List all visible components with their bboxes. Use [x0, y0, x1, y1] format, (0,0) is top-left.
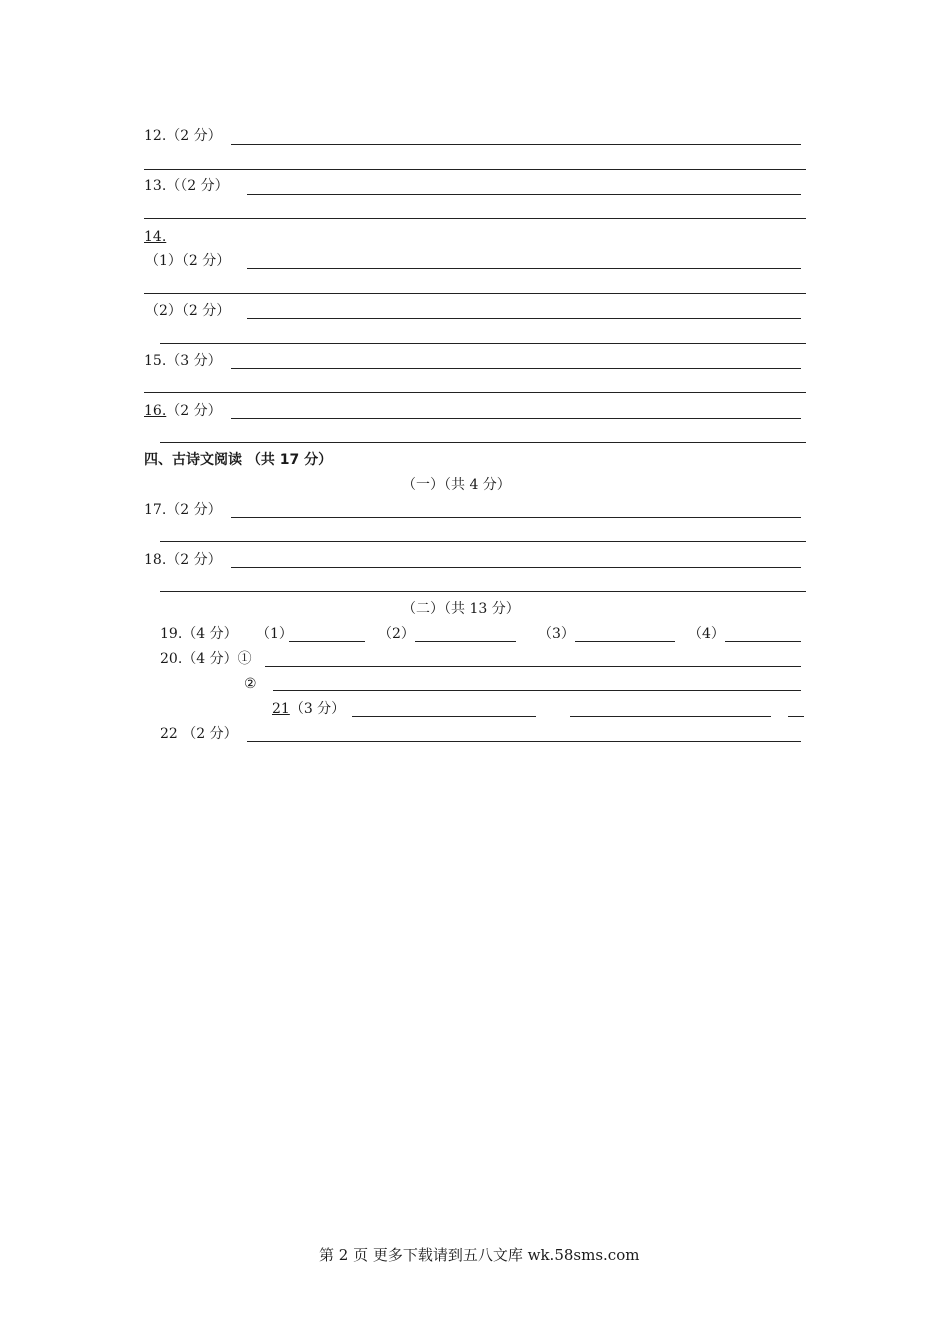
answer-line[interactable] — [265, 666, 801, 667]
q19-part1-label: （1） — [256, 626, 293, 642]
q14-label: 14. — [144, 229, 167, 245]
answer-line[interactable] — [415, 641, 516, 642]
q20-label: 20.（4 分）① — [160, 651, 252, 667]
answer-line[interactable] — [160, 591, 806, 592]
q13-label: 13.（（2 分） — [144, 178, 229, 194]
answer-line[interactable] — [273, 690, 801, 691]
answer-line[interactable] — [160, 541, 806, 542]
answer-line[interactable] — [725, 641, 801, 642]
answer-line[interactable] — [570, 716, 771, 717]
subsection-title: （二）（共 13 分） — [402, 601, 520, 617]
q19-part4-label: （4） — [688, 626, 725, 642]
answer-line[interactable] — [144, 392, 806, 393]
answer-line[interactable] — [247, 741, 801, 742]
answer-line[interactable] — [231, 144, 801, 145]
q16-number: 16. — [144, 403, 167, 419]
q15-label: 15.（3 分） — [144, 353, 222, 369]
answer-line[interactable] — [247, 268, 801, 269]
answer-line[interactable] — [231, 418, 801, 419]
page-footer: 第 2 页 更多下载请到五八文库 wk.58sms.com — [319, 1246, 640, 1264]
q12-label: 12.（2 分） — [144, 128, 222, 144]
q21-score: （3 分） — [289, 701, 346, 717]
answer-line[interactable] — [144, 218, 806, 219]
q19-label: 19.（4 分） — [160, 626, 238, 642]
q21-number: 21 — [272, 701, 290, 717]
answer-line[interactable] — [352, 716, 536, 717]
answer-line[interactable] — [289, 641, 365, 642]
answer-line[interactable] — [231, 368, 801, 369]
answer-line[interactable] — [788, 716, 804, 717]
q16-score: （2 分） — [166, 403, 222, 419]
q20-part2-label: ② — [244, 676, 257, 692]
subsection-title: （一）（共 4 分） — [402, 477, 511, 493]
answer-line[interactable] — [231, 517, 801, 518]
answer-line[interactable] — [160, 442, 806, 443]
q18-label: 18.（2 分） — [144, 552, 222, 568]
answer-line[interactable] — [575, 641, 675, 642]
q22-label: 22 （2 分） — [160, 726, 238, 742]
q14-part1-label: （1）（2 分） — [145, 253, 231, 269]
answer-line[interactable] — [247, 194, 801, 195]
answer-line[interactable] — [144, 293, 806, 294]
q19-part2-label: （2） — [378, 626, 415, 642]
answer-line[interactable] — [231, 567, 801, 568]
q14-part2-label: （2）（2 分） — [145, 303, 231, 319]
answer-line[interactable] — [247, 318, 801, 319]
section-title: 四、古诗文阅读 （共 17 分） — [144, 452, 333, 468]
answer-line[interactable] — [160, 343, 806, 344]
q17-label: 17.（2 分） — [144, 502, 222, 518]
q16-label — [144, 403, 222, 419]
answer-line[interactable] — [144, 169, 806, 170]
q19-part3-label: （3） — [538, 626, 575, 642]
q21-label — [272, 701, 345, 717]
